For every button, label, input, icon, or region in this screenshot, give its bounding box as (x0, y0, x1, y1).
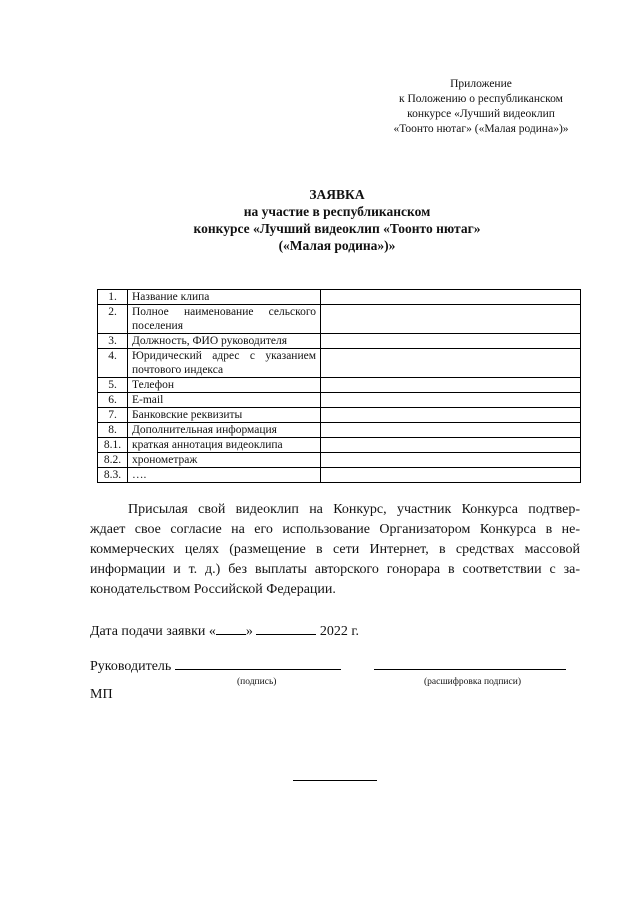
application-form-table (97, 289, 581, 483)
row-label (128, 438, 321, 453)
row-label-line: почтового индекса (132, 364, 224, 376)
signature-decode-caption: (расшифровка подписи) (424, 677, 521, 687)
row-number: 4. (98, 349, 128, 378)
row-label (128, 468, 321, 483)
signature-caption: (подпись) (237, 677, 277, 687)
paragraph-line: коммерческих целях (размещение в сети Интернет, в средствах массовой (90, 542, 580, 557)
row-value-cell[interactable] (321, 334, 581, 349)
row-label-line: поселения (132, 320, 183, 332)
signature-label: Руководитель (90, 659, 172, 674)
row-label-line: …. (132, 469, 147, 481)
row-value-cell[interactable] (321, 393, 581, 408)
title-line: на участие в республиканском (243, 204, 431, 219)
signature-decode-blank[interactable] (374, 657, 566, 670)
row-value-cell[interactable] (321, 468, 581, 483)
appendix-line: к Положению о республиканском (399, 93, 563, 105)
day-blank[interactable] (216, 622, 246, 635)
appendix-header (360, 77, 602, 137)
stamp-label: МП (90, 687, 113, 702)
row-number: 5. (98, 378, 128, 393)
row-number: 1. (98, 290, 128, 305)
row-label (128, 378, 321, 393)
table-row (98, 378, 581, 393)
paragraph-line: информации и т. д.) без выплаты авторского гонорара в соответствии с за- (90, 562, 580, 577)
appendix-line: конкурсе «Лучший видеоклип (407, 108, 555, 120)
row-label-line: Название клипа (132, 291, 210, 303)
table-row (98, 468, 581, 483)
table-row (98, 423, 581, 438)
table-row (98, 438, 581, 453)
title-line: ЗАЯВКА (309, 187, 365, 202)
month-blank[interactable] (256, 622, 316, 635)
row-label-line: Телефон (132, 379, 175, 391)
row-label (128, 408, 321, 423)
row-label (128, 393, 321, 408)
table-row (98, 305, 581, 334)
row-value-cell[interactable] (321, 305, 581, 334)
table-row (98, 393, 581, 408)
consent-paragraph (90, 500, 580, 600)
table-row (98, 334, 581, 349)
appendix-line: Приложение (450, 78, 512, 90)
row-label-line: краткая аннотация видеоклипа (132, 439, 283, 451)
table-row (98, 290, 581, 305)
date-prefix: Дата подачи заявки « (90, 624, 216, 639)
row-label (128, 334, 321, 349)
row-value-cell[interactable] (321, 290, 581, 305)
footer-divider (293, 780, 377, 781)
row-value-cell[interactable] (321, 378, 581, 393)
row-number: 6. (98, 393, 128, 408)
row-label-line: Должность, ФИО руководителя (132, 335, 288, 347)
signature-line (90, 657, 580, 676)
paragraph-line: Присылая свой видеоклип на Конкурс, участник Конкурса подтвер- (128, 502, 580, 517)
paragraph-line: конодательством Российской Федерации. (90, 582, 336, 597)
row-label-line: Юридический адрес с указанием (132, 350, 316, 362)
row-label (128, 305, 321, 334)
paragraph-line: ждает свое согласие на его использование Организатором Конкурса в не- (90, 522, 580, 537)
title-line: («Малая родина»)» (278, 238, 396, 253)
title-line: конкурсе «Лучший видеоклип «Тоонто нютаг» (193, 221, 481, 236)
table-row (98, 349, 581, 378)
row-number: 3. (98, 334, 128, 349)
table-row (98, 408, 581, 423)
signature-blank[interactable] (175, 657, 341, 670)
row-value-cell[interactable] (321, 408, 581, 423)
row-value-cell[interactable] (321, 438, 581, 453)
date-suffix: 2022 г. (319, 624, 360, 639)
row-label-line: Полное наименование сельского (132, 306, 316, 318)
table-row (98, 453, 581, 468)
row-number: 2. (98, 305, 128, 334)
row-label-line: E-mail (132, 394, 164, 406)
row-number: 8.1. (98, 438, 128, 453)
row-label (128, 453, 321, 468)
row-label-line: хронометраж (132, 454, 198, 466)
row-value-cell[interactable] (321, 349, 581, 378)
row-number: 8. (98, 423, 128, 438)
document-title (110, 186, 564, 254)
row-label-line: Банковские реквизиты (132, 409, 243, 421)
row-value-cell[interactable] (321, 423, 581, 438)
submission-date-line (90, 622, 359, 641)
row-label (128, 290, 321, 305)
appendix-line: «Тоонто нютаг» («Малая родина»)» (393, 123, 569, 135)
row-label (128, 349, 321, 378)
row-label (128, 423, 321, 438)
row-number: 7. (98, 408, 128, 423)
date-middle: » (245, 624, 253, 639)
row-number: 8.2. (98, 453, 128, 468)
row-value-cell[interactable] (321, 453, 581, 468)
row-label-line: Дополнительная информация (132, 424, 277, 436)
row-number: 8.3. (98, 468, 128, 483)
